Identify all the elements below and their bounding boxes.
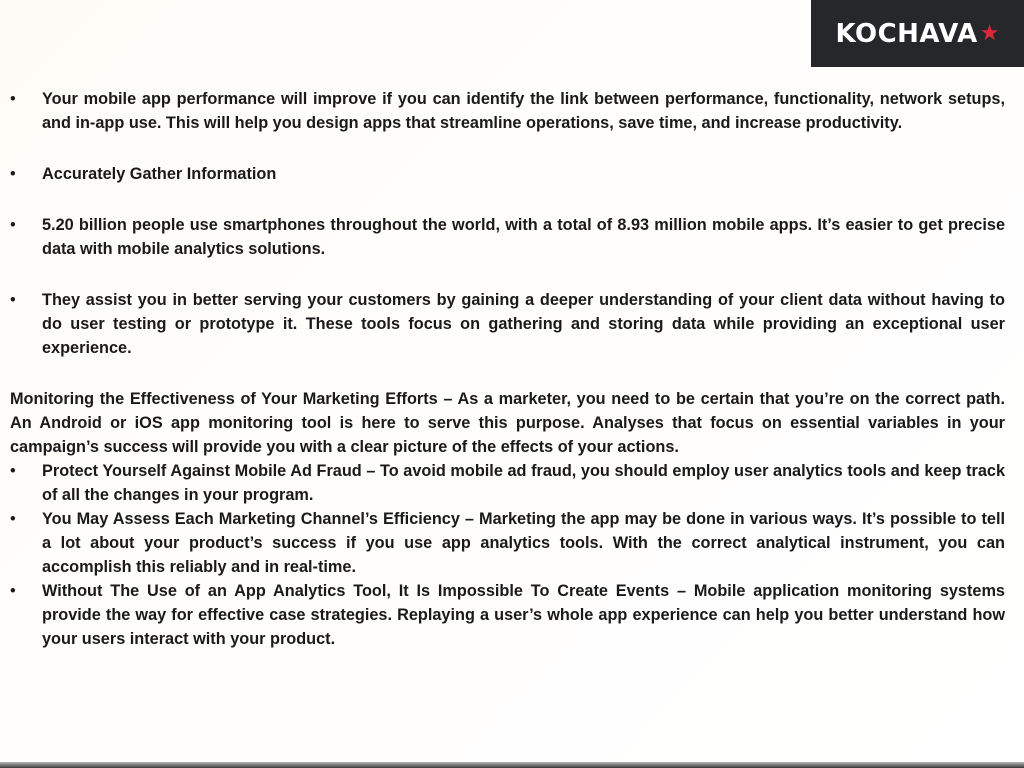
list-item: • Accurately Gather Information	[10, 162, 1005, 186]
list-item: • Without The Use of an App Analytics Tool, It Is Impossible To Create Events – Mobile application monitoring systems provide the way for effective case strategies. Replaying a user’s whole app experience can help you better understand how your users interact with your product.	[10, 579, 1005, 651]
list-item: • You May Assess Each Marketing Channel’s Efficiency – Marketing the app may be done in various ways. It’s possible to tell a lot about your product’s success if you use app analytics tools. With the correct analytical instrument, you can accomplish this reliably and in real-time.	[10, 507, 1005, 579]
bottom-divider	[0, 762, 1024, 768]
list-item: • They assist you in better serving your customers by gaining a deeper understanding of your client data without having to do user testing or prototype it. These tools focus on gathering and storing data while providing an exceptional user experience.	[10, 288, 1005, 360]
bottom-bullet-list	[10, 459, 1005, 651]
star-icon: ★	[979, 19, 1000, 45]
logo-text: KOCHAVA	[835, 18, 978, 49]
list-item: • Your mobile app performance will improve if you can identify the link between performance, functionality, network setups, and in-app use. This will help you design apps that streamline operations, save time, and increase productivity.	[10, 87, 1005, 135]
list-item: • Protect Yourself Against Mobile Ad Fraud – To avoid mobile ad fraud, you should employ user analytics tools and keep track of all the changes in your program.	[10, 459, 1005, 507]
marketing-paragraph: Monitoring the Effectiveness of Your Marketing Efforts – As a marketer, you need to be certain that you’re on the correct path. An Android or iOS app monitoring tool is here to serve this purpose. Analyses that focus on essential variables in your campaign’s success will provide you with a clear picture of the effects of your actions.	[10, 390, 1005, 456]
top-bullet-list	[10, 87, 1005, 360]
list-item: • 5.20 billion people use smartphones throughout the world, with a total of 8.93 million mobile apps. It’s easier to get precise data with mobile analytics solutions.	[10, 213, 1005, 261]
slide-content	[10, 87, 1005, 651]
kochava-logo	[811, 0, 1024, 67]
